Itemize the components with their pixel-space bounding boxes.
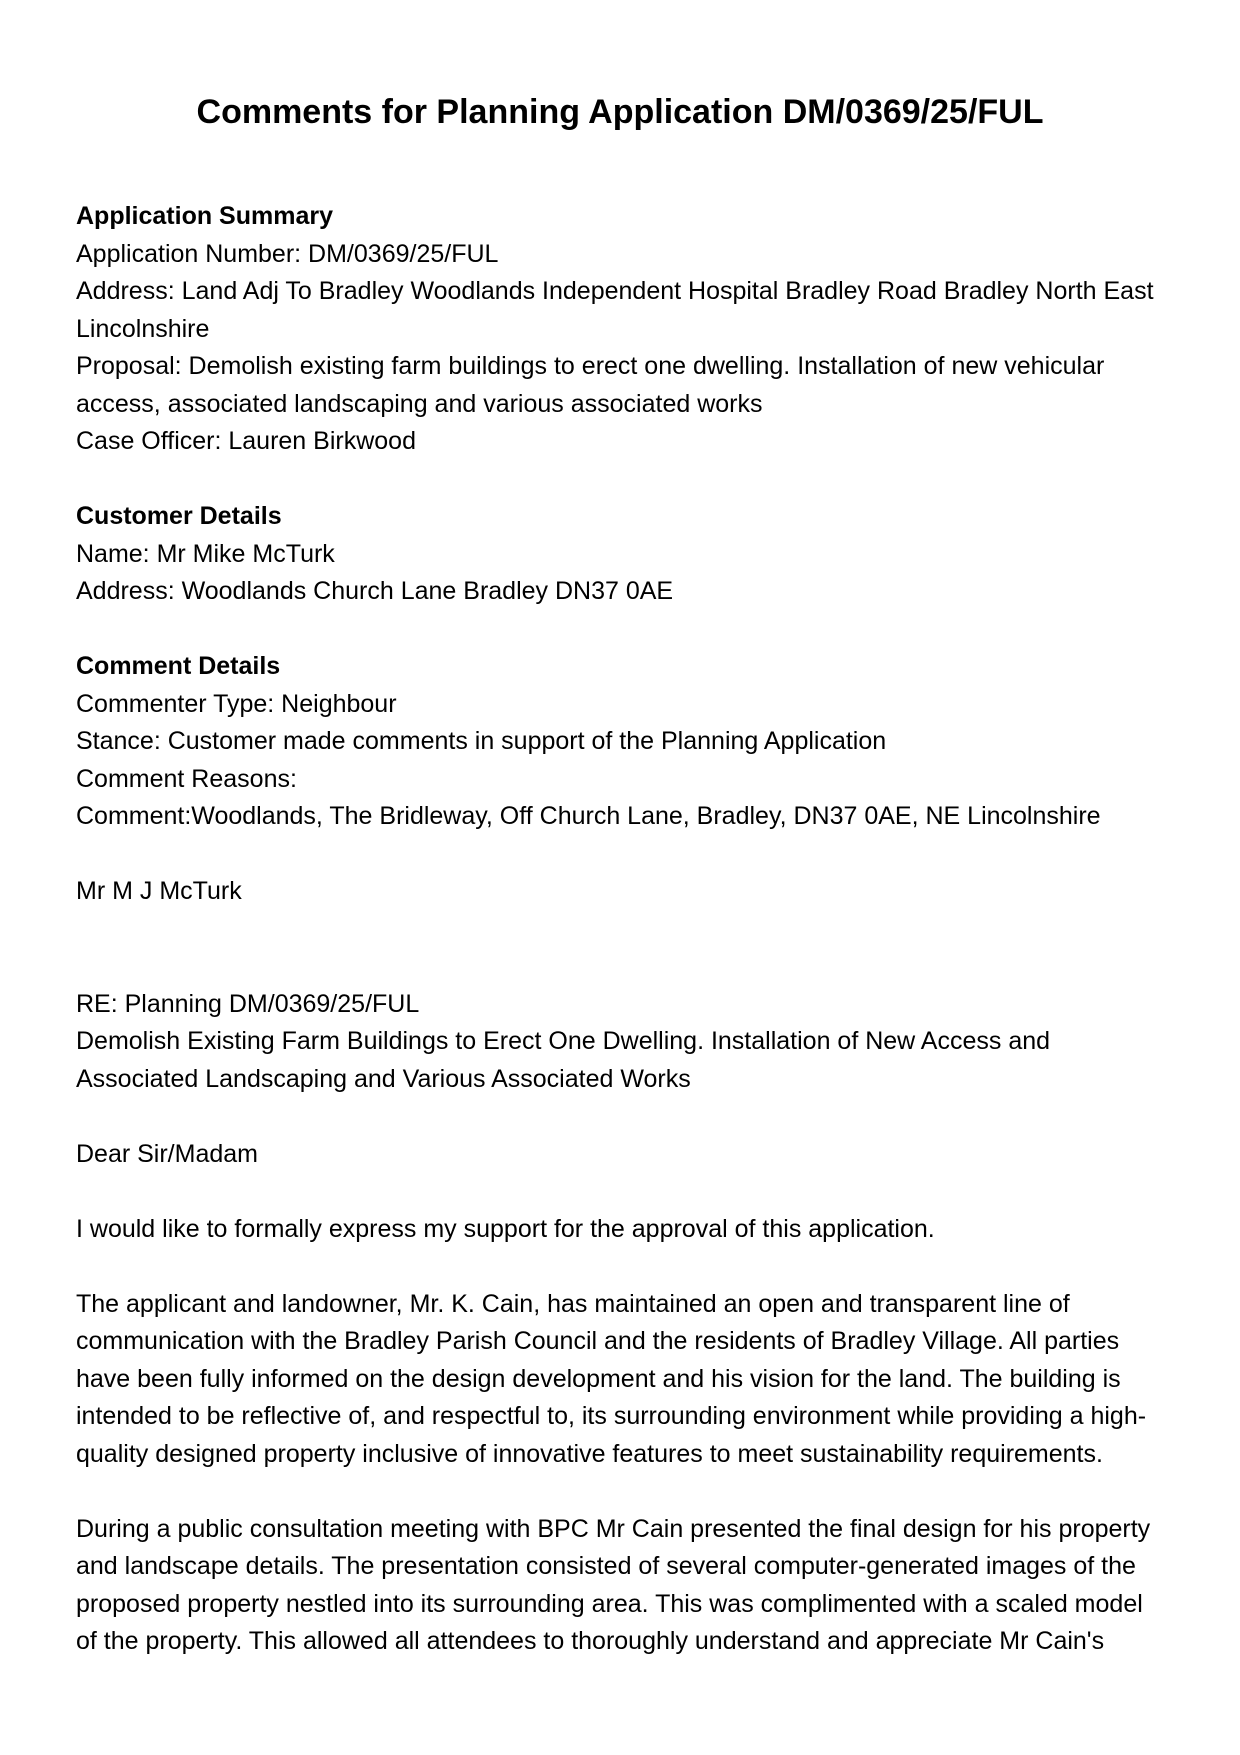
- field-application-address: Address: Land Adj To Bradley Woodlands Independent Hospital Bradley Road Bradley North East Lincolnshire: [76, 277, 1154, 343]
- letter-paragraph-support: I would like to formally express my support for the approval of this application.: [76, 1214, 935, 1243]
- field-application-number: Application Number: DM/0369/25/FUL: [76, 239, 499, 268]
- field-customer-address: Address: Woodlands Church Lane Bradley DN37 0AE: [76, 577, 674, 605]
- section-heading-customer-details: Customer Details: [76, 502, 282, 530]
- letter-signatory: Mr M J McTurk: [76, 877, 242, 905]
- letter-re-description: Demolish Existing Farm Buildings to Erect One Dwelling. Installation of New Access and Associated Landscaping and Various Associated Works: [76, 1027, 1051, 1093]
- field-commenter-type: Commenter Type: Neighbour: [76, 689, 397, 718]
- page-title: Comments for Planning Application DM/0369/25/FUL: [196, 93, 1044, 131]
- field-stance: Stance: Customer made comments in support of the Planning Application: [76, 727, 887, 755]
- document-content: [76, 198, 1164, 1661]
- field-customer-name: Name: Mr Mike McTurk: [76, 539, 335, 568]
- letter-paragraph-applicant: The applicant and landowner, Mr. K. Cain, has maintained an open and transparent line of communication with the Bradley Parish Council and the residents of Bradley Village. All parties have been fully informed on the design development and his vision for the land. The building is intended to be reflective of, and respectful to, its surrounding environment while providing a high-quality designed property inclusive of innovative features to meet sustainability requirements.: [76, 1289, 1147, 1468]
- field-comment-address: Comment:Woodlands, The Bridleway, Off Church Lane, Bradley, DN37 0AE, NE Lincolnshire: [76, 802, 1101, 830]
- letter-salutation: Dear Sir/Madam: [76, 1139, 258, 1168]
- section-heading-comment-details: Comment Details: [76, 652, 281, 680]
- section-application-summary: [76, 198, 1164, 461]
- section-comment-details: [76, 648, 1164, 836]
- letter-body: [76, 873, 1164, 1661]
- field-proposal: Proposal: Demolish existing farm buildings to erect one dwelling. Installation of new vehicular access, associated landscaping and various associated works: [76, 352, 1105, 418]
- field-case-officer: Case Officer: Lauren Birkwood: [76, 427, 416, 455]
- field-comment-reasons: Comment Reasons:: [76, 764, 297, 793]
- letter-paragraph-consultation: During a public consultation meeting with BPC Mr Cain presented the final design for his property and landscape details. The presentation consisted of several computer-generated images of the proposed property nestled into its surrounding area. This was complimented with a scaled model of the property. This allowed all attendees to thoroughly understand and appreciate Mr Cain's: [76, 1514, 1151, 1655]
- section-heading-application-summary: Application Summary: [76, 202, 333, 230]
- section-customer-details: [76, 498, 1164, 611]
- letter-re-line: RE: Planning DM/0369/25/FUL: [76, 989, 420, 1018]
